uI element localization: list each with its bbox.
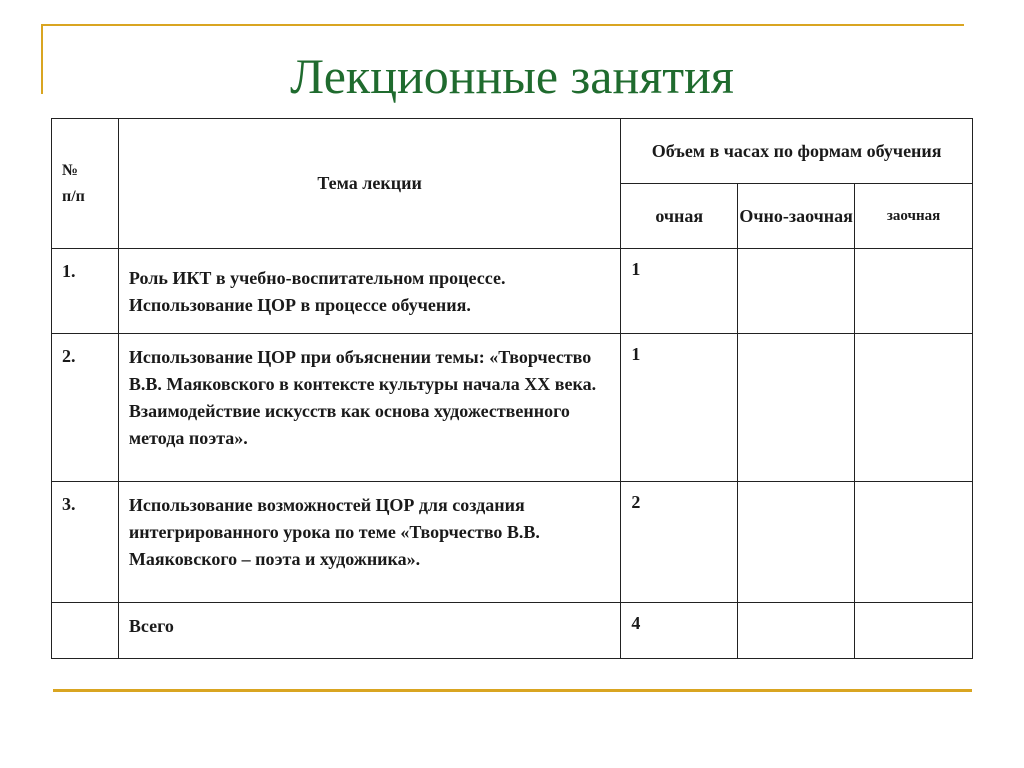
row-hours-fulltime: 1 [621,249,738,334]
row-hours-fulltime-total: 4 [621,603,738,659]
table-row [52,249,973,334]
table-row [52,482,973,603]
table-row [52,334,973,482]
row-num: 1. [52,249,119,334]
row-topic: Роль ИКТ в учебно-воспитательном процессе. Использование ЦОР в процессе обучения. [118,249,620,334]
row-hours-parttime [738,334,855,482]
header-topic: Тема лекции [118,119,620,249]
table-row-total [52,603,973,659]
row-hours-fulltime: 1 [621,334,738,482]
lectures-table [51,118,973,659]
row-hours-parttime [738,249,855,334]
header-num-label: № п/п [62,161,85,205]
row-hours-distance [855,334,973,482]
row-hours-fulltime: 2 [621,482,738,603]
row-topic: Использование возможностей ЦОР для создания интегрированного урока по теме «Творчество В.В. Маяковского – поэта и художника». [118,482,620,603]
row-topic: Использование ЦОР при объяснении темы: «Творчество В.В. Маяковского в контексте культуры начала XX века. Взаимодействие искусств как основа художественного метода поэта». [118,334,620,482]
slide-title: Лекционные занятия [290,48,734,104]
row-topic-total: Всего [118,603,620,659]
row-hours-parttime-total [738,603,855,659]
row-hours-distance [855,482,973,603]
row-hours-distance-total [855,603,973,659]
header-hours-group: Объем в часах по формам обучения [621,119,973,184]
header-form-fulltime: очная [621,184,738,249]
row-hours-distance [855,249,973,334]
row-num [52,603,119,659]
row-num: 3. [52,482,119,603]
header-form-parttime: Очно-заочная [738,184,855,249]
header-form-distance: заочная [855,184,973,249]
row-hours-parttime [738,482,855,603]
frame-bottom-line [53,689,972,692]
frame-top-line [41,24,964,26]
row-num: 2. [52,334,119,482]
header-num [52,119,119,249]
